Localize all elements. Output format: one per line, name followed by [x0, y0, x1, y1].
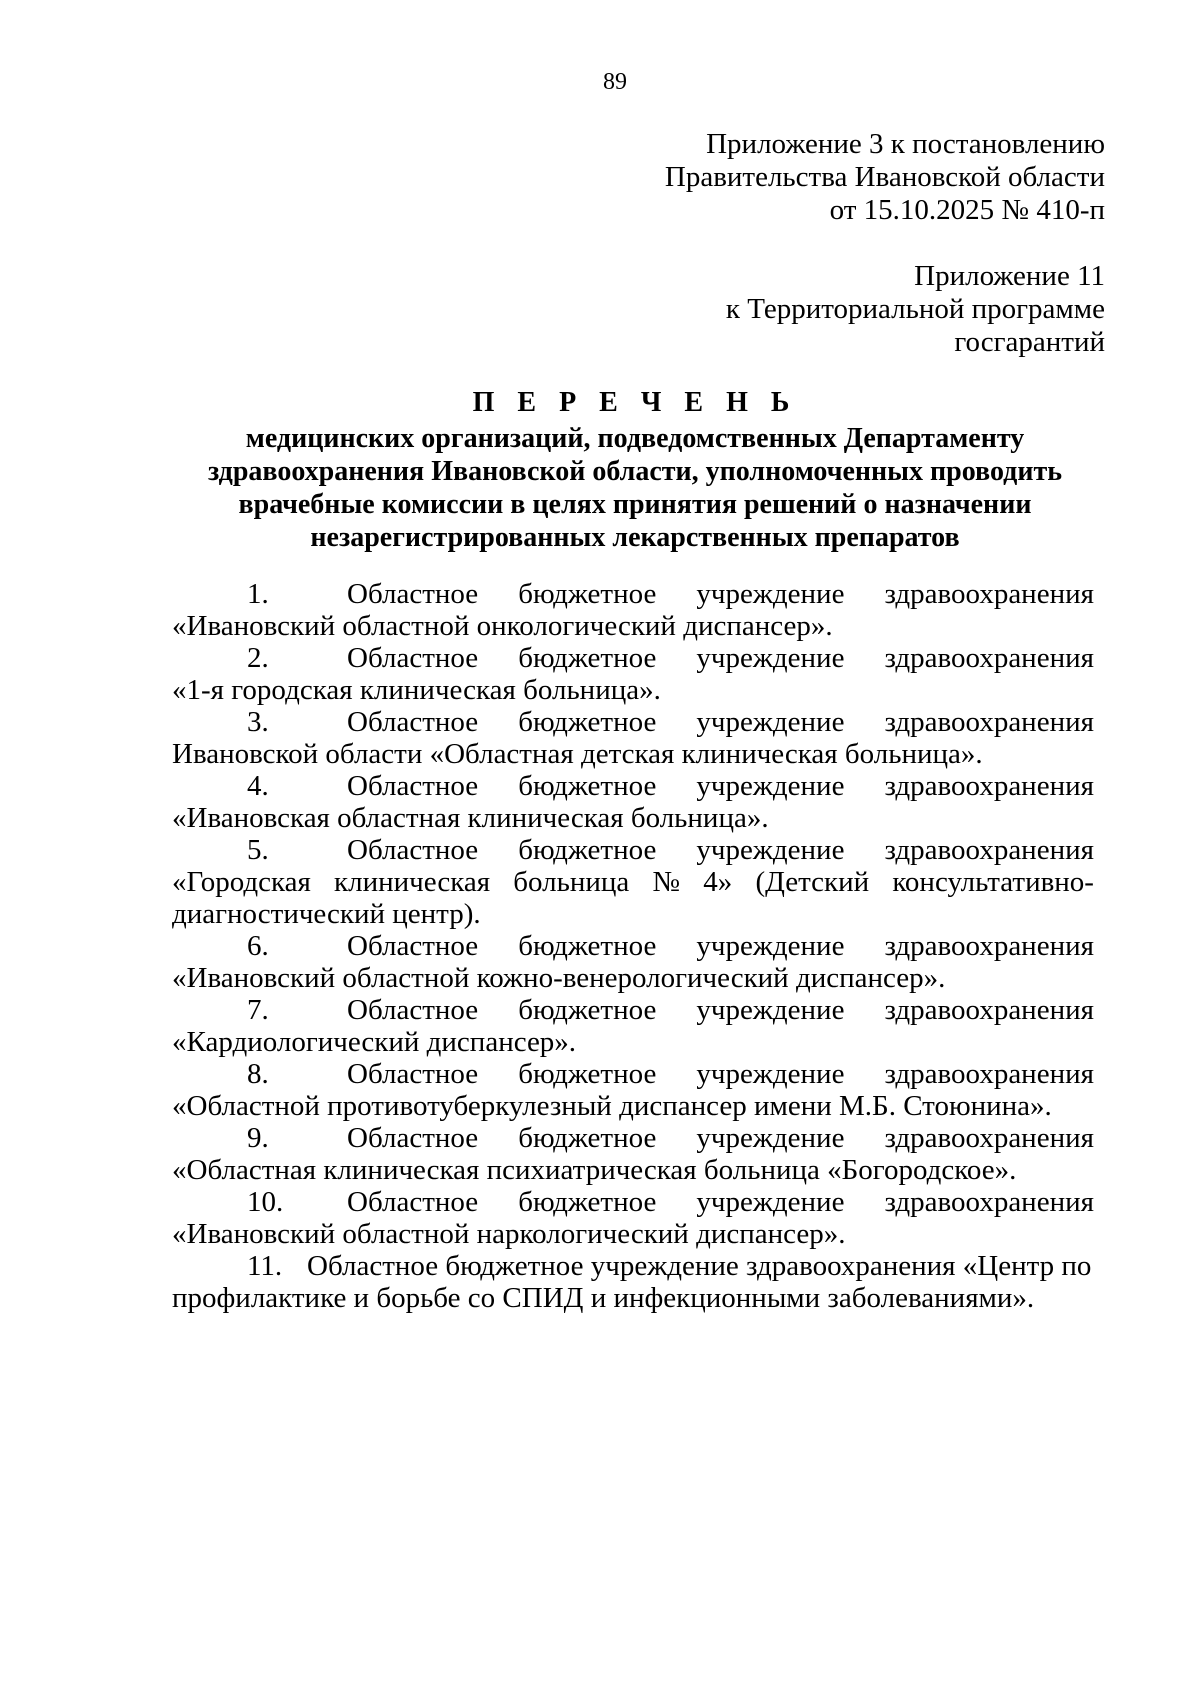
list-item-continuation: «Областная клиническая психиатрическая больница «Богородское». — [172, 1154, 1017, 1186]
list-item-word: Областное — [347, 1186, 479, 1218]
list-item-word: учреждение — [696, 578, 845, 610]
list-item-first-line — [172, 834, 1094, 866]
appendix-line: к Территориальной программе — [725, 293, 1105, 325]
list-item-number: 7. — [247, 994, 269, 1026]
list-item-word: Областное — [347, 994, 479, 1026]
list-item-text: Областное бюджетное учреждение здравоохранения «Центр по — [307, 1250, 1092, 1282]
list-item-word: учреждение — [696, 834, 845, 866]
list-item-word: бюджетное — [518, 642, 657, 674]
list-item-continuation: профилактике и борьбе со СПИД и инфекционными заболеваниями». — [172, 1282, 1035, 1314]
list-item-word: № — [652, 866, 681, 898]
list-item-number: 2. — [247, 642, 269, 674]
list-item-word: Областное — [347, 642, 479, 674]
list-item-word: бюджетное — [518, 930, 657, 962]
list-item-first-line — [172, 1186, 1094, 1218]
list-item-continuation: диагностический центр). — [172, 898, 481, 930]
title-line: здравоохранения Ивановской области, уполномоченных проводить — [207, 456, 1063, 487]
list-item-middle-line — [172, 866, 1094, 898]
list-item-continuation: «Ивановская областная клиническая больница». — [172, 802, 769, 834]
title-line: медицинских организаций, подведомственных Департаменту — [245, 423, 1025, 454]
list-item-first-line — [172, 994, 1094, 1026]
list-item-continuation: «Ивановский областной наркологический диспансер». — [172, 1218, 846, 1250]
list-item — [172, 930, 1094, 994]
page-number: 89 — [603, 69, 627, 95]
list-item-word: Областное — [347, 834, 479, 866]
list-item — [172, 834, 1094, 930]
appendix-note-resolution — [665, 128, 1105, 227]
list-item-first-line — [172, 930, 1094, 962]
list-item-number: 4. — [247, 770, 269, 802]
list-item-word: «Городская — [172, 866, 311, 898]
list-item — [172, 706, 1094, 770]
list-item-word: здравоохранения — [884, 1122, 1094, 1154]
list-item-first-line — [172, 1250, 1094, 1282]
list-item-word: бюджетное — [518, 706, 657, 738]
list-item-word: Областное — [347, 578, 479, 610]
list-item-number: 11. — [247, 1250, 283, 1282]
list-item-word: бюджетное — [518, 1122, 657, 1154]
list-item-continuation: Ивановской области «Областная детская клиническая больница». — [172, 738, 983, 770]
list-item-continuation: «Областной противотуберкулезный диспансер имени М.Б. Стоюнина». — [172, 1090, 1052, 1122]
list-item-continuation: «Ивановский областной онкологический диспансер». — [172, 610, 833, 642]
appendix-line: Правительства Ивановской области — [664, 161, 1105, 193]
list-item — [172, 1186, 1094, 1250]
list-item-word: (Детский — [755, 866, 870, 898]
list-item-number: 1. — [247, 578, 269, 610]
list-item — [172, 770, 1094, 834]
list-item-number: 5. — [247, 834, 269, 866]
list-item-word: здравоохранения — [884, 1186, 1094, 1218]
list-item-word: учреждение — [696, 770, 845, 802]
list-item-word: бюджетное — [518, 1186, 657, 1218]
list-item-first-line — [172, 578, 1094, 610]
title-line: незарегистрированных лекарственных препаратов — [310, 522, 960, 553]
list-item — [172, 1122, 1094, 1186]
list-item-continuation: «Кардиологический диспансер». — [172, 1026, 577, 1058]
list-item — [172, 642, 1094, 706]
appendix-line: Приложение 11 — [914, 260, 1105, 292]
list-item-word: бюджетное — [518, 834, 657, 866]
list-item-number: 9. — [247, 1122, 269, 1154]
appendix-line: госгарантий — [954, 326, 1105, 358]
list-item — [172, 578, 1094, 642]
list-item-word: здравоохранения — [884, 770, 1094, 802]
list-item-word: Областное — [347, 930, 479, 962]
document-title — [150, 386, 1120, 554]
list-item-continuation: «1-я городская клиническая больница». — [172, 674, 661, 706]
appendix-note-program — [726, 260, 1105, 359]
list-item-word: бюджетное — [518, 994, 657, 1026]
list-item-word: здравоохранения — [884, 834, 1094, 866]
list-item-continuation: «Ивановский областной кожно-венерологический диспансер». — [172, 962, 946, 994]
list-item-word: учреждение — [696, 1122, 845, 1154]
list-item-word: учреждение — [696, 706, 845, 738]
list-item-word: здравоохранения — [884, 1058, 1094, 1090]
list-item-number: 3. — [247, 706, 269, 738]
title-subtitle — [150, 422, 1120, 554]
list-item-number: 10. — [247, 1186, 284, 1218]
list-item-word: бюджетное — [518, 1058, 657, 1090]
list-item-first-line — [172, 770, 1094, 802]
list-item-first-line — [172, 706, 1094, 738]
list-item-word: здравоохранения — [884, 994, 1094, 1026]
list-item-word: здравоохранения — [884, 930, 1094, 962]
list-item — [172, 1250, 1094, 1314]
list-item-first-line — [172, 1058, 1094, 1090]
list-item-word: здравоохранения — [884, 706, 1094, 738]
list-item-word: учреждение — [696, 930, 845, 962]
list-item-word: Областное — [347, 706, 479, 738]
list-item-first-line — [172, 1122, 1094, 1154]
title-heading: П Е Р Е Ч Е Н Ь — [472, 387, 798, 418]
list-item-word: бюджетное — [518, 770, 657, 802]
list-item-first-line — [172, 642, 1094, 674]
appendix-line: от 15.10.2025 № 410-п — [829, 194, 1105, 226]
list-item-word: учреждение — [696, 994, 845, 1026]
list-item-word: учреждение — [696, 1058, 845, 1090]
list-item-word: 4» — [703, 866, 733, 898]
list-item — [172, 994, 1094, 1058]
organization-list — [172, 578, 1094, 1314]
list-item — [172, 1058, 1094, 1122]
list-item-number: 8. — [247, 1058, 269, 1090]
list-item-word: учреждение — [696, 642, 845, 674]
list-item-word: здравоохранения — [884, 578, 1094, 610]
list-item-word: Областное — [347, 1122, 479, 1154]
appendix-line: Приложение 3 к постановлению — [706, 128, 1105, 160]
list-item-word: учреждение — [696, 1186, 845, 1218]
list-item-word: консультативно- — [892, 866, 1094, 898]
title-line: врачебные комиссии в целях принятия решений о назначении — [238, 489, 1032, 520]
list-item-word: Областное — [347, 1058, 479, 1090]
list-item-word: Областное — [347, 770, 479, 802]
list-item-word: клиническая — [334, 866, 491, 898]
list-item-word: больница — [513, 866, 630, 898]
list-item-word: бюджетное — [518, 578, 657, 610]
list-item-number: 6. — [247, 930, 269, 962]
list-item-word: здравоохранения — [884, 642, 1094, 674]
